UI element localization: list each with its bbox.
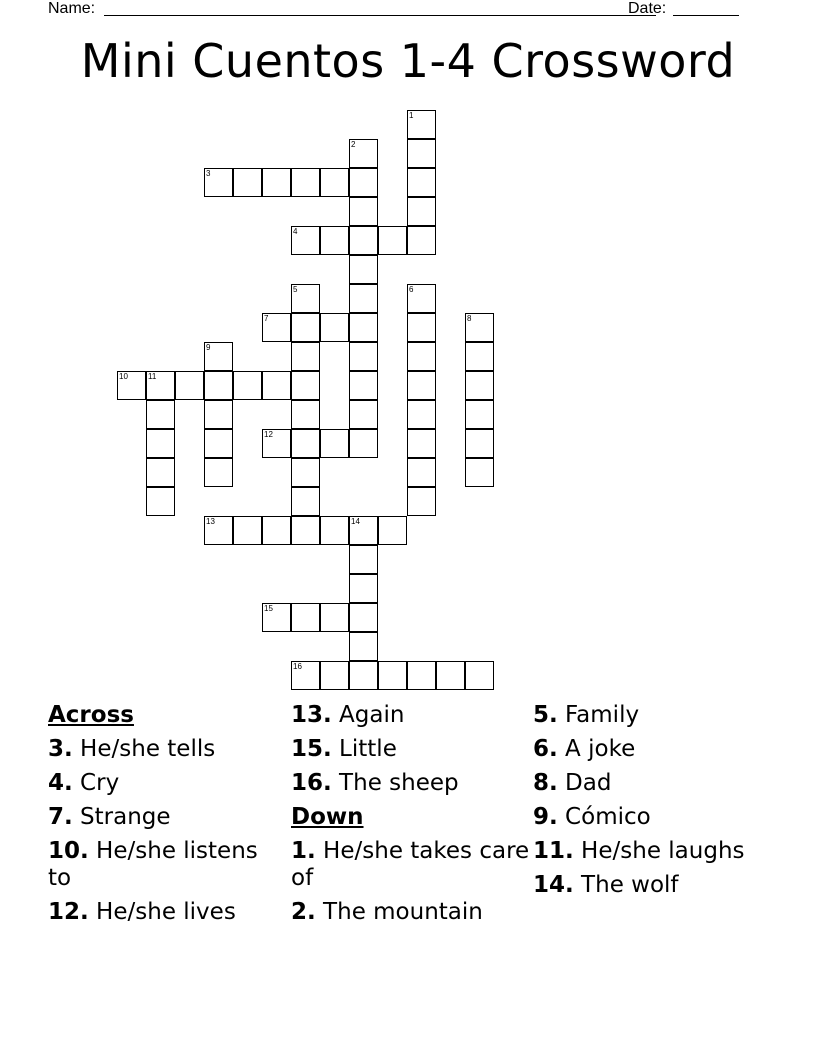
grid-cell[interactable] (465, 458, 494, 487)
grid-cell[interactable] (320, 313, 349, 342)
clue-text: He/she listens to (48, 838, 258, 891)
clue-number: 6. (533, 736, 558, 762)
clue-number: 2. (291, 899, 316, 925)
clue-number: 16. (291, 770, 332, 796)
cell-number: 6 (409, 285, 414, 294)
grid-cell[interactable] (233, 168, 262, 197)
cell-number: 16 (293, 662, 302, 671)
grid-cell[interactable] (407, 110, 436, 139)
grid-cell[interactable] (349, 342, 378, 371)
grid-cell[interactable] (407, 661, 436, 690)
grid-cell[interactable] (465, 661, 494, 690)
cell-number: 12 (264, 430, 273, 439)
clue-number: 10. (48, 838, 89, 864)
clue-number: 8. (533, 770, 558, 796)
grid-cell[interactable] (291, 371, 320, 400)
clue-down-14 (533, 872, 773, 899)
grid-cell[interactable] (407, 429, 436, 458)
grid-cell[interactable] (146, 371, 175, 400)
cell-number: 5 (293, 285, 298, 294)
clue-text: The wolf (573, 872, 679, 898)
grid-cell[interactable] (407, 197, 436, 226)
clue-down-6 (533, 736, 773, 763)
grid-cell[interactable] (291, 342, 320, 371)
page-title: Mini Cuentos 1-4 Crossword (80, 34, 736, 88)
grid-cell[interactable] (262, 516, 291, 545)
cell-number: 14 (351, 517, 360, 526)
clue-down-11 (533, 838, 773, 865)
clues-column-3 (533, 702, 773, 906)
clue-across-15 (291, 736, 531, 763)
grid-cell[interactable] (407, 458, 436, 487)
grid-cell[interactable] (117, 371, 146, 400)
clue-down-1 (291, 838, 531, 892)
cell-number: 15 (264, 604, 273, 613)
clue-across-7 (48, 804, 288, 831)
clue-text: Little (331, 736, 397, 762)
grid-cell[interactable] (262, 603, 291, 632)
clue-down-2 (291, 899, 531, 926)
grid-cell[interactable] (349, 313, 378, 342)
grid-cell[interactable] (291, 429, 320, 458)
grid-cell[interactable] (349, 168, 378, 197)
clue-number: 3. (48, 736, 73, 762)
clue-across-4 (48, 770, 288, 797)
grid-cell[interactable] (407, 371, 436, 400)
clue-number: 1. (291, 838, 316, 864)
grid-cell[interactable] (233, 371, 262, 400)
across-heading: Across (48, 702, 134, 728)
grid-cell[interactable] (204, 371, 233, 400)
grid-cell[interactable] (378, 661, 407, 690)
grid-cell[interactable] (349, 255, 378, 284)
grid-cell[interactable] (204, 516, 233, 545)
clue-text: He/she takes care of (291, 838, 530, 891)
clue-text: The mountain (315, 899, 483, 925)
clue-text: Dad (557, 770, 612, 796)
grid-cell[interactable] (146, 400, 175, 429)
grid-cell[interactable] (204, 458, 233, 487)
grid-cell[interactable] (349, 139, 378, 168)
grid-cell[interactable] (233, 516, 262, 545)
grid-cell[interactable] (146, 458, 175, 487)
clue-number: 5. (533, 702, 558, 728)
grid-cell[interactable] (465, 400, 494, 429)
grid-cell[interactable] (378, 516, 407, 545)
grid-cell[interactable] (262, 371, 291, 400)
grid-cell[interactable] (291, 284, 320, 313)
clue-text: He/she lives (88, 899, 236, 925)
grid-cell[interactable] (204, 429, 233, 458)
cell-number: 9 (206, 343, 211, 352)
grid-cell[interactable] (349, 632, 378, 661)
grid-cell[interactable] (349, 429, 378, 458)
clue-number: 7. (48, 804, 73, 830)
grid-cell[interactable] (407, 226, 436, 255)
grid-cell[interactable] (349, 371, 378, 400)
grid-cell[interactable] (262, 429, 291, 458)
clues-column-1 (48, 702, 288, 933)
cell-number: 3 (206, 169, 211, 178)
down-heading: Down (291, 804, 364, 830)
date-label: Date: (628, 0, 667, 17)
grid-cell[interactable] (262, 313, 291, 342)
grid-cell[interactable] (349, 197, 378, 226)
grid-cell[interactable] (291, 487, 320, 516)
cell-number: 13 (206, 517, 215, 526)
clue-text: He/she tells (72, 736, 216, 762)
grid-cell[interactable] (407, 284, 436, 313)
grid-cell[interactable] (204, 168, 233, 197)
grid-cell[interactable] (291, 226, 320, 255)
clue-across-13 (291, 702, 531, 729)
grid-cell[interactable] (465, 342, 494, 371)
clue-number: 13. (291, 702, 332, 728)
grid-cell[interactable] (291, 661, 320, 690)
grid-cell[interactable] (407, 400, 436, 429)
grid-cell[interactable] (291, 400, 320, 429)
clue-number: 9. (533, 804, 558, 830)
cell-number: 1 (409, 111, 414, 120)
grid-cell[interactable] (175, 371, 204, 400)
grid-cell[interactable] (291, 516, 320, 545)
grid-cell[interactable] (291, 458, 320, 487)
grid-cell[interactable] (349, 400, 378, 429)
clue-down-5 (533, 702, 773, 729)
grid-cell[interactable] (320, 226, 349, 255)
clue-down-8 (533, 770, 773, 797)
clue-text: Cry (72, 770, 120, 796)
cell-number: 11 (148, 372, 157, 381)
grid-cell[interactable] (407, 139, 436, 168)
grid-cell[interactable] (320, 516, 349, 545)
clue-text: Again (331, 702, 405, 728)
clue-number: 12. (48, 899, 89, 925)
cell-number: 8 (467, 314, 472, 323)
clue-number: 4. (48, 770, 73, 796)
grid-cell[interactable] (320, 661, 349, 690)
grid-cell[interactable] (146, 429, 175, 458)
grid-cell[interactable] (436, 661, 465, 690)
grid-cell[interactable] (146, 487, 175, 516)
name-label: Name: (48, 0, 96, 17)
clue-text: A joke (557, 736, 636, 762)
grid-cell[interactable] (262, 168, 291, 197)
grid-cell[interactable] (378, 226, 407, 255)
clue-across-3 (48, 736, 288, 763)
clue-number: 14. (533, 872, 574, 898)
grid-cell[interactable] (407, 313, 436, 342)
clue-down-9 (533, 804, 773, 831)
clue-text: Family (557, 702, 640, 728)
grid-cell[interactable] (349, 603, 378, 632)
grid-cell[interactable] (349, 661, 378, 690)
clues-column-2 (291, 702, 531, 933)
clue-text: The sheep (331, 770, 459, 796)
grid-cell[interactable] (465, 371, 494, 400)
clue-number: 15. (291, 736, 332, 762)
clue-text: He/she laughs (573, 838, 745, 864)
grid-cell[interactable] (204, 400, 233, 429)
grid-cell[interactable] (407, 168, 436, 197)
clue-number: 11. (533, 838, 574, 864)
grid-cell[interactable] (465, 313, 494, 342)
grid-cell[interactable] (465, 429, 494, 458)
grid-cell[interactable] (349, 574, 378, 603)
cell-number: 2 (351, 140, 356, 149)
grid-cell[interactable] (407, 342, 436, 371)
grid-cell[interactable] (291, 313, 320, 342)
grid-cell[interactable] (320, 168, 349, 197)
clue-across-10 (48, 838, 288, 892)
clue-across-12 (48, 899, 288, 926)
grid-cell[interactable] (349, 516, 378, 545)
grid-cell[interactable] (349, 284, 378, 313)
grid-cell[interactable] (291, 603, 320, 632)
grid-cell[interactable] (320, 603, 349, 632)
grid-cell[interactable] (320, 429, 349, 458)
clue-text: Strange (72, 804, 171, 830)
clue-text: Cómico (557, 804, 651, 830)
cell-number: 4 (293, 227, 298, 236)
cell-number: 10 (119, 372, 128, 381)
grid-cell[interactable] (204, 342, 233, 371)
grid-cell[interactable] (291, 168, 320, 197)
clue-across-16 (291, 770, 531, 797)
grid-cell[interactable] (349, 545, 378, 574)
grid-cell[interactable] (407, 487, 436, 516)
grid-cell[interactable] (349, 226, 378, 255)
cell-number: 7 (264, 314, 269, 323)
